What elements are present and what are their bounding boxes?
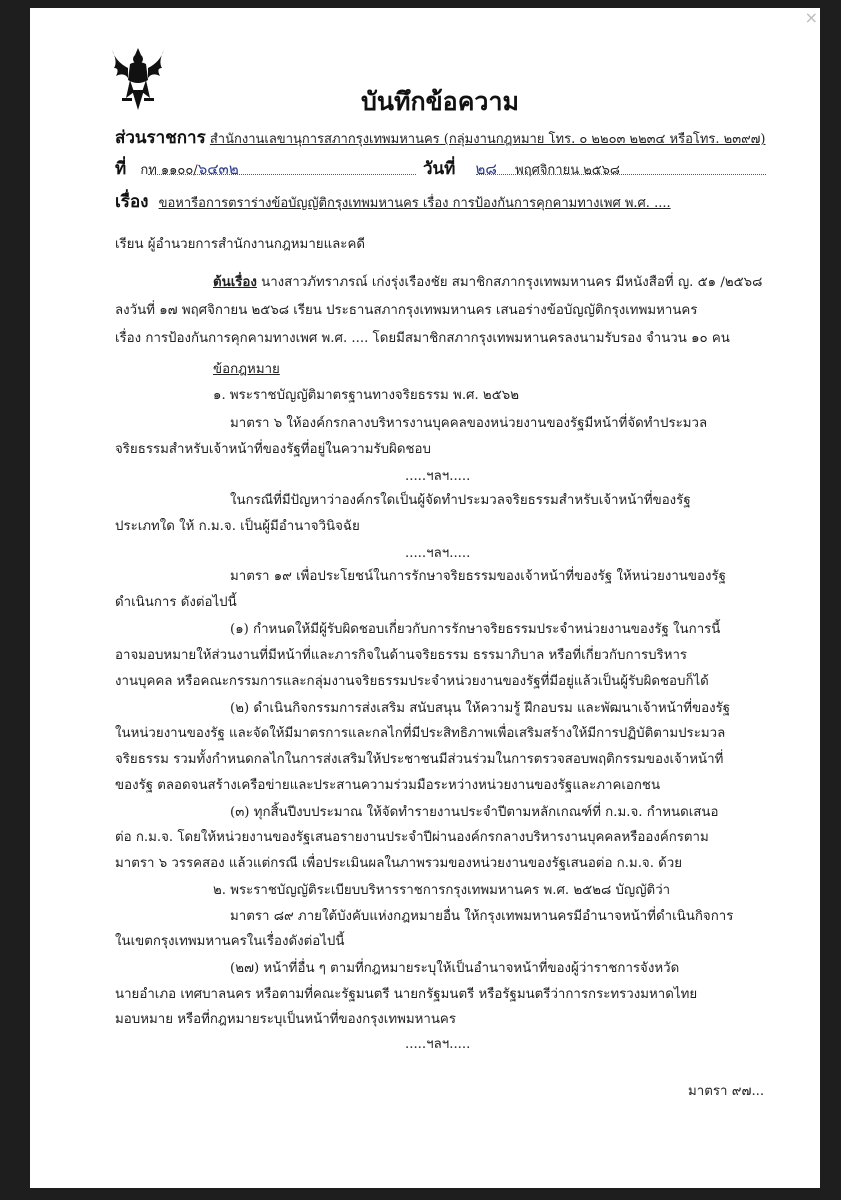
item1-line2: อาจมอบหมายให้ส่วนงานที่มีหน้าที่และภารกิจในด้านจริยธรรม ธรรมาภิบาล หรือที่เกี่ยวกับการบริหาร: [115, 648, 688, 663]
law1-section19-line1: มาตรา ๑๙ เพื่อประโยชน์ในการรักษาจริยธรรมของเจ้าหน้าที่ของรัฐ ให้หน่วยงานของรัฐ: [230, 569, 726, 584]
corner-close-glyph: ×: [804, 8, 818, 27]
origin-label: ต้นเรื่อง: [213, 275, 257, 290]
item2-line1: (๒) ดำเนินกิจกรรมการส่งเสริม สนับสนุน ให้ความรู้ ฝึกอบรม และพัฒนาเจ้าหน้าที่ของรัฐ: [230, 701, 731, 716]
document-number-row: [115, 155, 239, 182]
date-row: [423, 155, 620, 182]
origin-line-1-text: นางสาวภัทราภรณ์ เก่งรุ่งเรืองชัย สมาชิกสภากรุงเทพมหานคร มีหนังสือที่ ญ. ๕๑ /๒๕๖๘: [256, 275, 763, 290]
salutation: เรียน ผู้อำนวยการสำนักงานกฎหมายและคดี: [115, 237, 365, 252]
etc-marker-1: .....ฯลฯ.....: [405, 469, 471, 484]
law1-section19-line2: ดำเนินการ ดังต่อไปนี้: [115, 595, 237, 610]
item3-line2: ต่อ ก.ม.จ. โดยให้หน่วยงานของรัฐเสนอรายงานประจำปีผ่านองค์กรกลางบริหารงานบุคคลหรือองค์กรตาม: [115, 830, 709, 845]
date-day-handwritten: ๒๘: [475, 160, 497, 178]
number-dotted-line: [148, 174, 416, 175]
memo-page: [30, 8, 820, 1188]
document-number-handwritten: ๖๔๓๒: [197, 160, 239, 178]
law1-para2-line2: ประเภทใด ให้ ก.ม.จ. เป็นผู้มีอำนาจวินิจฉัย: [115, 519, 360, 534]
memo-title: บันทึกข้อความ: [361, 87, 519, 116]
subject-value: ขอหารือการตราร่างข้อบัญญัติกรุงเทพมหานคร เรื่อง การป้องกันการคุกคามทางเพศ พ.ศ. ....: [158, 196, 671, 211]
law1-para2-line1: ในกรณีที่มีปัญหาว่าองค์กรใดเป็นผู้จัดทำประมวลจริยธรรมสำหรับเจ้าหน้าที่ของรัฐ: [230, 493, 691, 508]
law1-title: ๑. พระราชบัญญัติมาตรฐานทางจริยธรรม พ.ศ. ๒๕๖๒: [213, 388, 519, 403]
subject-label: เรื่อง: [115, 192, 149, 212]
subject-row: [115, 188, 671, 215]
item1-line1: (๑) กำหนดให้มีผู้รับผิดชอบเกี่ยวกับการรักษาจริยธรรมประจำหน่วยงานของรัฐ ในการนี้: [230, 622, 721, 637]
law2-section89-line1: มาตรา ๘๙ ภายใต้บังคับแห่งกฎหมายอื่น ให้กรุงเทพมหานครมีอำนาจหน้าที่ดำเนินกิจการ: [230, 909, 734, 924]
continuation-marker: มาตรา ๙๗...: [688, 1084, 765, 1099]
item27-line2: นายอำเภอ เทศบาลนคร หรือตามที่คณะรัฐมนตรี นายกรัฐมนตรี หรือรัฐมนตรีว่าการกระทรวงมหาดไทย: [115, 987, 698, 1002]
origin-line-2: ลงวันที่ ๑๗ พฤศจิกายน ๒๕๖๘ เรียน ประธานสภากรุงเทพมหานคร เสนอร่างข้อบัญญัติกรุงเทพมหานคร: [115, 303, 698, 318]
item27-line3: มอบหมาย หรือที่กฎหมายระบุเป็นหน้าที่ของกรุงเทพมหานคร: [115, 1012, 456, 1027]
date-month-year: พฤศจิกายน ๒๕๖๘: [515, 163, 620, 178]
item3-line1: (๓) ทุกสิ้นปีงบประมาณ ให้จัดทำรายงานประจำปีตามหลักเกณฑ์ที่ ก.ม.จ. กำหนดเสนอ: [230, 805, 719, 820]
origin-line-3: เรื่อง การป้องกันการคุกคามทางเพศ พ.ศ. .... โดยมีสมาชิกสภากรุงเทพมหานครลงนามรับรอง จำนวน ๑๐ คน: [115, 331, 730, 346]
item2-line3: จริยธรรม รวมทั้งกำหนดกลไกในการส่งเสริมให้ประชาชนมีส่วนร่วมในการตรวจสอบพฤติกรรมของเจ้าหน้าที่: [115, 752, 724, 767]
etc-marker-2: .....ฯลฯ.....: [405, 546, 471, 561]
item1-line3: งานบุคคล หรือคณะกรรมการและกลุ่มงานจริยธรรมประจำหน่วยงานของรัฐที่มีอยู่แล้วเป็นผู้รับผิดชอบก็ได้: [115, 674, 709, 689]
date-label: วันที่: [423, 159, 456, 179]
document-number-value: กท ๑๑๐๐/: [140, 163, 198, 178]
item2-line4: ของรัฐ ตลอดจนสร้างเครือข่ายและประสานความร่วมมือระหว่างหน่วยงานของรัฐและภาคเอกชน: [115, 778, 661, 793]
law2-section89-line2: ในเขตกรุงเทพมหานครในเรื่องดังต่อไปนี้: [115, 934, 345, 949]
item3-line3: มาตรา ๖ วรรคสอง แล้วแต่กรณี เพื่อประเมินผลในภาพรวมของหน่วยงานของรัฐเสนอต่อ ก.ม.จ. ด้วย: [115, 856, 683, 871]
law-heading: ข้อกฎหมาย: [213, 362, 280, 377]
date-dotted-line: [476, 174, 766, 175]
etc-marker-3: .....ฯลฯ.....: [405, 1037, 471, 1052]
law1-section6-line2: จริยธรรมสำหรับเจ้าหน้าที่ของรัฐที่อยู่ในความรับผิดชอบ: [115, 442, 431, 457]
item2-line2: ในหน่วยงานของรัฐ และจัดให้มีมาตรการและกลไกที่มีประสิทธิภาพเพื่อเสริมสร้างให้มีการปฏิบัติตามประมวล: [115, 726, 726, 741]
document-number-label: ที่: [115, 159, 127, 179]
item27-line1: (๒๗) หน้าที่อื่น ๆ ตามที่กฎหมายระบุให้เป็นอำนาจหน้าที่ของผู้ว่าราชการจังหวัด: [230, 961, 680, 976]
department-value: สำนักงานเลขานุการสภากรุงเทพมหานคร (กลุ่มงานกฎหมาย โทร. ๐ ๒๒๐๓ ๒๒๓๔ หรือโทร. ๒๓๙๗): [209, 132, 766, 147]
law1-section6-line1: มาตรา ๖ ให้องค์กรกลางบริหารงานบุคคลของหน่วยงานของรัฐมีหน้าที่จัดทำประมวล: [230, 416, 708, 431]
law2-title: ๒. พระราชบัญญัติระเบียบบริหารราชการกรุงเทพมหานคร พ.ศ. ๒๕๒๘ บัญญัติว่า: [213, 883, 671, 898]
department-row: [115, 124, 766, 151]
origin-line-1: [213, 271, 762, 292]
department-label: ส่วนราชการ: [115, 128, 206, 148]
